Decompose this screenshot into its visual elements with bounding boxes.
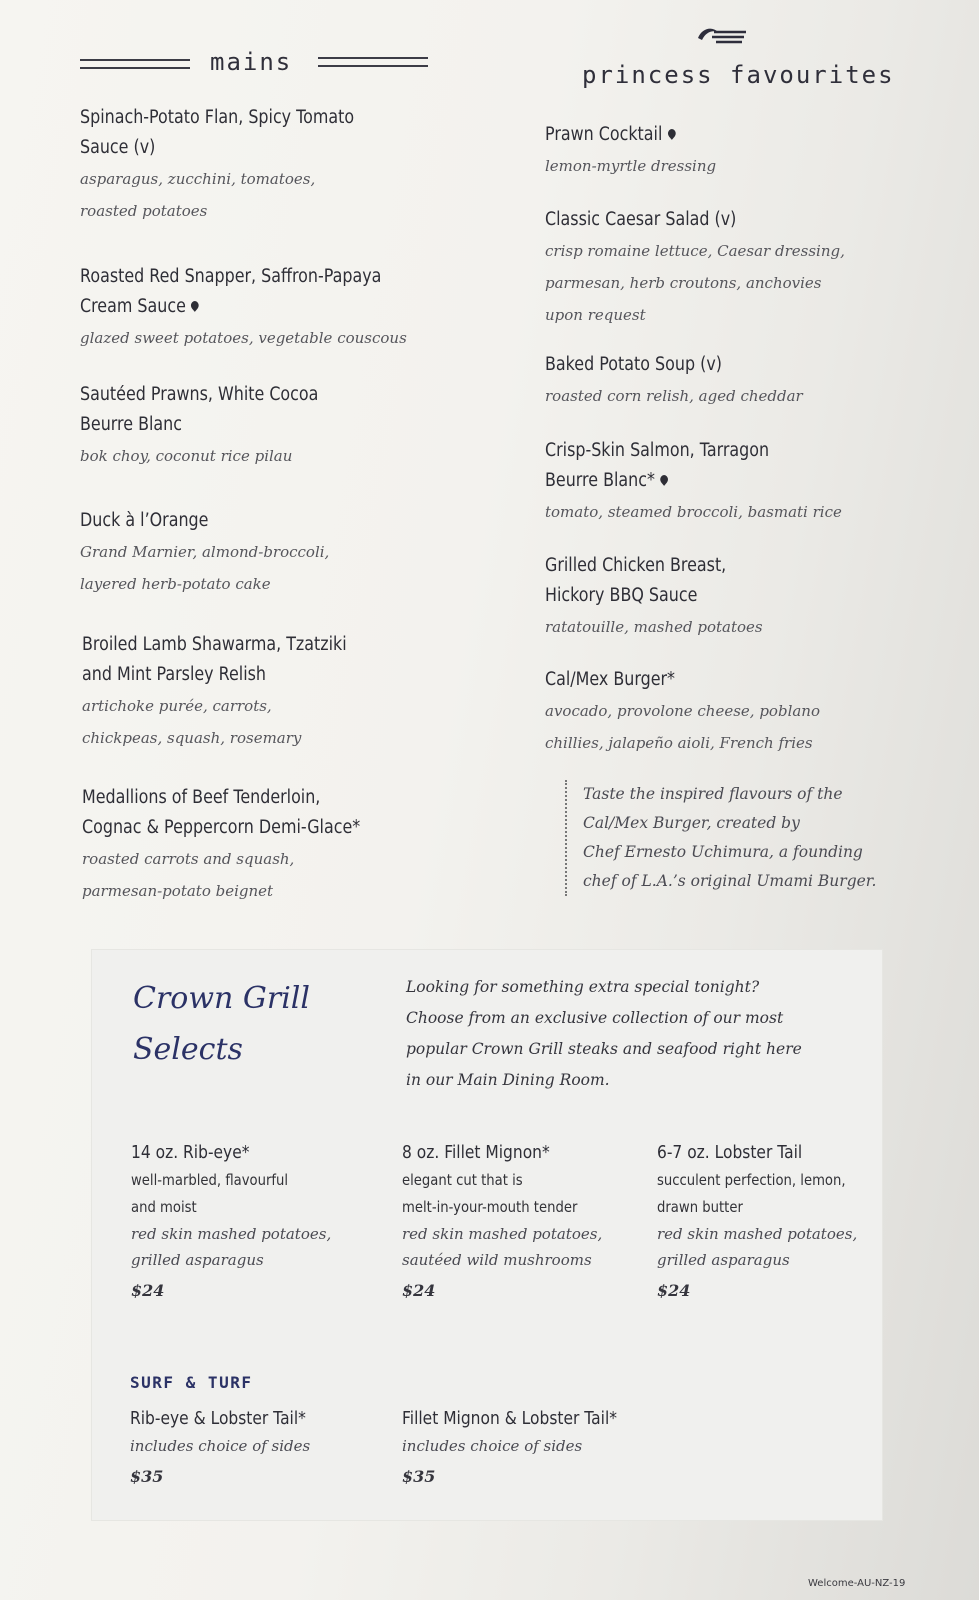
grill-item-description: melt-in-your-mouth tender <box>402 1198 578 1216</box>
dish-description: upon request <box>545 306 646 324</box>
dish-description: asparagus, zucchini, tomatoes, <box>80 170 316 188</box>
surf-turf-price: $35 <box>402 1467 436 1486</box>
location-pin-icon <box>659 473 670 486</box>
dish-description: chillies, jalapeño aioli, French fries <box>545 734 813 752</box>
burger-quote <box>565 780 876 896</box>
mains-item-4 <box>82 630 390 754</box>
quote-line: Cal/Mex Burger, created by <box>583 814 800 832</box>
grill-item-name: 8 oz. Fillet Mignon* <box>402 1142 550 1163</box>
intro-line: in our Main Dining Room. <box>406 1071 610 1089</box>
mains-rule-left <box>80 59 190 69</box>
grill-item-name: 6-7 oz. Lobster Tail <box>657 1142 803 1163</box>
dish-name: Crisp-Skin Salmon, Tarragon <box>545 440 770 461</box>
grill-item-price: $24 <box>402 1281 436 1300</box>
dish-name: Duck à l’Orange <box>80 510 209 531</box>
quote-line: chef of L.A.’s original Umami Burger. <box>583 872 877 890</box>
dish-description: artichoke purée, carrots, <box>82 697 272 715</box>
dish-description: chickpeas, squash, rosemary <box>82 729 302 747</box>
location-pin-icon <box>666 127 677 140</box>
grill-item-description: well-marbled, flavourful <box>131 1171 289 1189</box>
dish-name: Prawn Cocktail <box>545 124 663 145</box>
dish-name: Cream Sauce <box>80 296 186 317</box>
grill-item-0 <box>131 1139 331 1300</box>
surf-turf-heading: SURF & TURF <box>130 1373 253 1392</box>
dish-name-pin-line <box>545 120 692 150</box>
grill-item-description: drawn butter <box>657 1198 743 1216</box>
favourites-item-5 <box>545 665 820 759</box>
dish-name: Classic Caesar Salad (v) <box>545 209 737 230</box>
grill-item-sides: red skin mashed potatoes, <box>657 1225 858 1243</box>
mains-item-5 <box>82 783 405 907</box>
crown-grill-title-line: Selects <box>133 1032 243 1067</box>
favourites-item-4 <box>545 551 763 643</box>
dish-name: Hickory BBQ Sauce <box>545 585 698 606</box>
grill-item-description: and moist <box>131 1198 197 1216</box>
grill-item-price: $24 <box>131 1281 165 1300</box>
dish-description: crisp romaine lettuce, Caesar dressing, <box>545 242 845 260</box>
dish-description: layered herb-potato cake <box>80 575 271 593</box>
favourites-item-0 <box>545 120 716 182</box>
mains-item-2 <box>80 380 357 472</box>
dish-description: bok choy, coconut rice pilau <box>80 447 293 465</box>
dish-name: Broiled Lamb Shawarma, Tzatziki <box>82 634 347 655</box>
dish-name: Beurre Blanc* <box>545 470 655 491</box>
dish-name: Spinach-Potato Flan, Spicy Tomato <box>80 107 355 128</box>
princess-wave-logo-icon <box>694 24 750 46</box>
dish-name: Medallions of Beef Tenderloin, <box>82 787 321 808</box>
grill-item-sides: sautéed wild mushrooms <box>402 1251 592 1269</box>
location-pin-icon <box>189 299 200 312</box>
dish-description: parmesan, herb croutons, anchovies <box>545 274 822 292</box>
mains-rule-right <box>318 57 428 67</box>
dish-name: Baked Potato Soup (v) <box>545 354 722 375</box>
grill-item-sides: red skin mashed potatoes, <box>402 1225 603 1243</box>
surf-turf-price: $35 <box>130 1467 164 1486</box>
favourites-item-2 <box>545 350 803 412</box>
mains-item-0 <box>80 103 399 227</box>
grill-item-sides: grilled asparagus <box>131 1251 264 1269</box>
mains-item-3 <box>80 506 329 600</box>
surf-turf-item-0 <box>130 1405 335 1486</box>
dish-name-pin-line <box>80 292 381 322</box>
grill-item-description: elegant cut that is <box>402 1171 523 1189</box>
mains-title: mains <box>210 48 293 76</box>
surf-turf-sides: includes choice of sides <box>402 1437 583 1455</box>
quote-line: Chef Ernesto Uchimura, a founding <box>583 843 863 861</box>
dish-name: Sauce (v) <box>80 137 156 158</box>
grill-item-2 <box>657 1139 871 1300</box>
surf-turf-name: Rib-eye & Lobster Tail* <box>130 1408 306 1429</box>
dish-description: roasted carrots and squash, <box>82 850 295 868</box>
dish-name: Roasted Red Snapper, Saffron-Papaya <box>80 266 382 287</box>
dish-description: roasted potatoes <box>80 202 208 220</box>
surf-turf-name: Fillet Mignon & Lobster Tail* <box>402 1408 617 1429</box>
dish-description: Grand Marnier, almond-broccoli, <box>80 543 330 561</box>
dish-name: Beurre Blanc <box>80 414 183 435</box>
surf-turf-item-1 <box>402 1405 652 1486</box>
dish-name-pin-line <box>545 466 800 496</box>
crown-grill-title-line: Crown Grill <box>133 981 310 1016</box>
dish-description: ratatouille, mashed potatoes <box>545 618 763 636</box>
mains-item-1 <box>80 262 430 354</box>
favourites-item-1 <box>545 205 845 331</box>
dish-description: roasted corn relish, aged cheddar <box>545 387 803 405</box>
footer-code: Welcome-AU-NZ-19 <box>808 1578 906 1589</box>
dish-name: Sautéed Prawns, White Cocoa <box>80 384 319 405</box>
grill-item-name: 14 oz. Rib-eye* <box>131 1142 250 1163</box>
favourites-item-3 <box>545 436 842 528</box>
grill-item-1 <box>402 1139 602 1300</box>
surf-turf-sides: includes choice of sides <box>130 1437 311 1455</box>
dish-description: avocado, provolone cheese, poblano <box>545 702 820 720</box>
dish-description: glazed sweet potatoes, vegetable couscous <box>80 329 407 347</box>
favourites-title: princess favourites <box>582 61 895 89</box>
dish-description: parmesan-potato beignet <box>82 882 274 900</box>
dish-name: Cognac & Peppercorn Demi-Glace* <box>82 817 361 838</box>
grill-item-price: $24 <box>657 1281 691 1300</box>
grill-item-sides: grilled asparagus <box>657 1251 790 1269</box>
dish-name: and Mint Parsley Relish <box>82 664 266 685</box>
intro-line: Choose from an exclusive collection of our most <box>406 1009 784 1027</box>
grill-item-description: succulent perfection, lemon, <box>657 1171 846 1189</box>
crown-grill-title <box>133 973 310 1075</box>
crown-grill-intro <box>406 972 802 1096</box>
dish-name: Grilled Chicken Breast, <box>545 555 727 576</box>
intro-line: popular Crown Grill steaks and seafood right here <box>406 1040 802 1058</box>
dish-description: lemon-myrtle dressing <box>545 157 717 175</box>
quote-line: Taste the inspired flavours of the <box>583 785 843 803</box>
grill-item-sides: red skin mashed potatoes, <box>131 1225 332 1243</box>
dish-name: Cal/Mex Burger* <box>545 669 675 690</box>
intro-line: Looking for something extra special tonight? <box>406 978 760 996</box>
dish-description: tomato, steamed broccoli, basmati rice <box>545 503 842 521</box>
